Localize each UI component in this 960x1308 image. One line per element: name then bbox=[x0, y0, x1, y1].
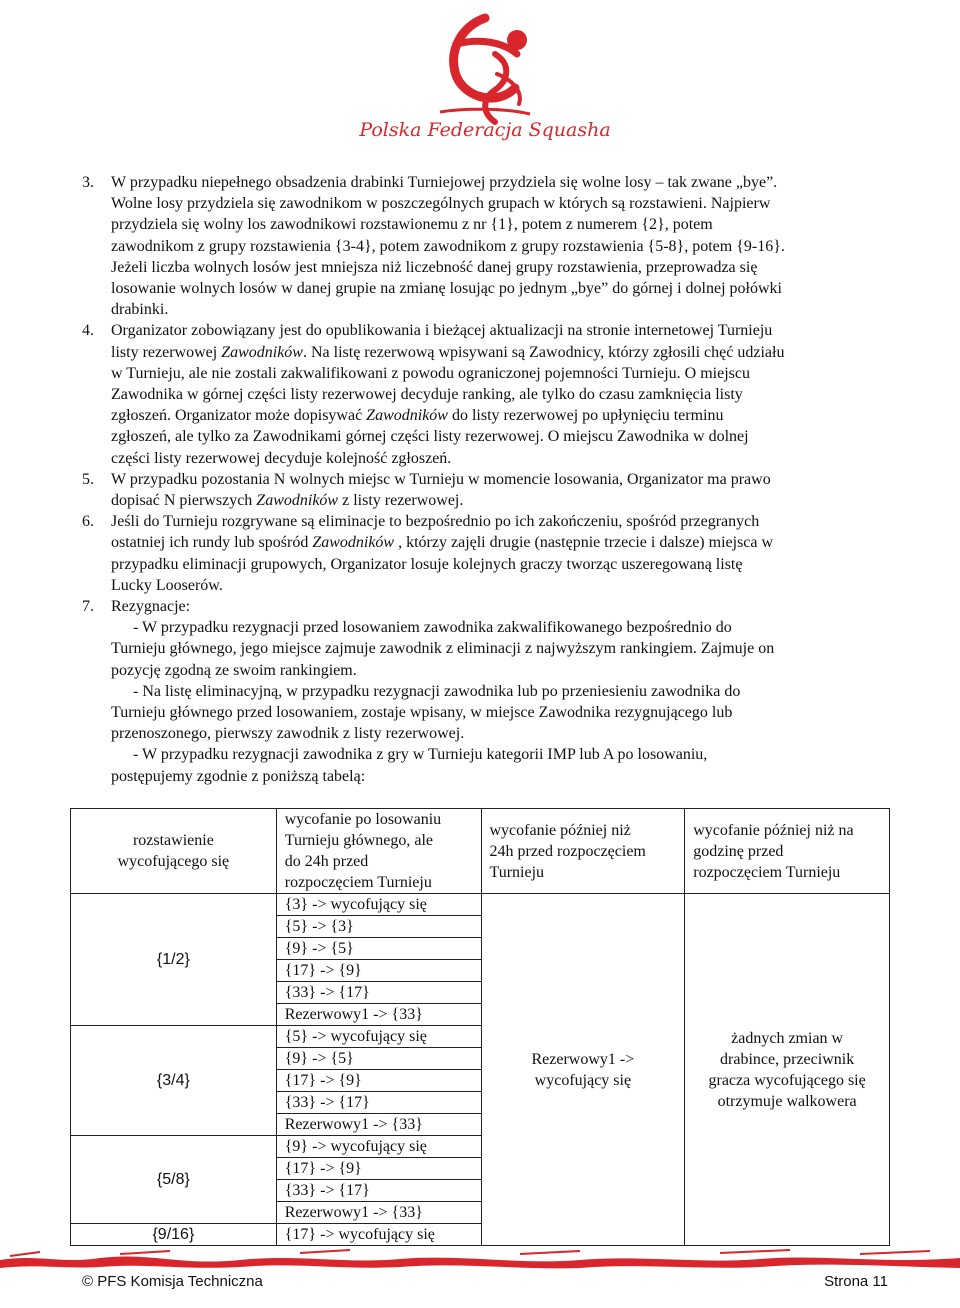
table-cell: {33} -> {17} bbox=[276, 1180, 481, 1202]
table-cell: Rezerwowy1 -> {33} bbox=[276, 1004, 481, 1026]
text-run: . Na listę rezerwową wpisywani są Zawodnicy, którzy zgłosili chęć udziału bbox=[302, 343, 785, 361]
text-line: drabinki. bbox=[111, 301, 169, 319]
cell-line: gracza wycofującego się bbox=[708, 1071, 866, 1089]
text-line: W przypadku niepełnego obsadzenia drabinki Turniejowej przydziela się wolne losy – tak zwane „bye”. bbox=[111, 174, 778, 191]
seed-cell: {1/2} bbox=[71, 894, 277, 1026]
cell-line: Rezerwowy1 -> bbox=[531, 1050, 635, 1068]
squash-player-logo-icon bbox=[345, 4, 625, 144]
table-cell: {17} -> {9} bbox=[276, 1158, 481, 1180]
header-line: do 24h przed bbox=[284, 853, 369, 870]
paragraph-3 bbox=[82, 172, 888, 320]
item-number: 6. bbox=[82, 513, 94, 531]
later-24h-cell bbox=[481, 894, 685, 1246]
withdrawal-table bbox=[70, 808, 890, 1246]
table-cell: {33} -> {17} bbox=[276, 982, 481, 1004]
text-line: Organizator zobowiązany jest do opublikowania i bieżącej aktualizacji na stronie internetowej Turnieju bbox=[111, 322, 773, 340]
text-line bbox=[111, 490, 888, 511]
item-number: 3. bbox=[82, 174, 94, 191]
text-run: do listy rezerwowej po upłynięciu terminu bbox=[447, 407, 724, 425]
table-cell: {9} -> wycofujący się bbox=[276, 1136, 481, 1158]
emphasis: Zawodników bbox=[256, 492, 339, 510]
paragraph-6 bbox=[82, 511, 888, 596]
text-line: przypadku eliminacji grupowych, Organizator losuje kolejnych graczy tworząc uszeregowaną listę bbox=[111, 555, 743, 573]
page-footer bbox=[82, 1273, 888, 1293]
paragraph-5 bbox=[82, 469, 888, 511]
text-line: Turnieju głównego przed losowaniem, zostaje wpisany, w miejsce Zawodnika rezygnującego lub bbox=[111, 704, 733, 722]
text-run: , którzy zajęli drugie (następnie trzecie i dalsze) miejsca w bbox=[394, 534, 774, 552]
emphasis: Zawodników bbox=[312, 534, 395, 552]
section-title: Rezygnacje: bbox=[111, 598, 191, 616]
table-header-row bbox=[71, 809, 890, 894]
text-line bbox=[111, 342, 888, 363]
table-cell: {17} -> wycofujący się bbox=[276, 1224, 481, 1246]
seed-cell: {9/16} bbox=[71, 1224, 277, 1246]
text-line: zgłoszeń, ale tylko za Zawodnikami górnej części listy rezerwowej. O miejscu Zawodnika w dolnej bbox=[111, 428, 749, 446]
text-line: W przypadku pozostania N wolnych miejsc w Turnieju w momencie losowania, Organizator ma prawo bbox=[111, 470, 771, 488]
text-run: dopisać N pierwszych bbox=[111, 492, 257, 510]
logo-brand-text: Polska Federacja Squasha bbox=[359, 119, 611, 141]
header-line: wycofanie po losowaniu bbox=[284, 811, 442, 828]
header-line: wycofującego się bbox=[117, 853, 230, 870]
table-cell: {9} -> {5} bbox=[276, 938, 481, 960]
paragraph-7 bbox=[82, 596, 888, 787]
header-line: rozstawienie bbox=[132, 832, 214, 849]
text-line: w Turnieju, ale nie zostali zakwalifikowani z powodu ograniczonej pojemności Turnieju. O miejscu bbox=[111, 364, 750, 382]
paragraph-4 bbox=[82, 320, 888, 468]
cell-line: żadnych zmian w bbox=[731, 1029, 844, 1047]
text-line: Jeśli do Turnieju rozgrywane są eliminacje to bezpośrednio po ich zakończeniu, spośród przegranych bbox=[111, 513, 760, 531]
text-line bbox=[111, 405, 888, 426]
text-line: - W przypadku rezygnacji zawodnika z gry w Turnieju kategorii IMP lub A po losowaniu, bbox=[133, 746, 708, 764]
text-line: Jeżeli liczba wolnych losów jest mniejsza niż liczebność danej grupy rozstawienia, przeprowadza się bbox=[111, 258, 758, 276]
header-line: 24h przed rozpoczęciem bbox=[489, 842, 646, 860]
later-1h-cell bbox=[685, 894, 890, 1246]
header-line: wycofanie później niż bbox=[489, 821, 631, 839]
emphasis: Zawodników bbox=[366, 407, 448, 425]
brush-stroke-icon bbox=[0, 1248, 960, 1270]
table-cell: {9} -> {5} bbox=[276, 1048, 481, 1070]
text-line bbox=[111, 532, 888, 553]
text-run: zgłoszeń. Organizator może dopisywać bbox=[111, 407, 367, 425]
table-cell: Rezerwowy1 -> {33} bbox=[276, 1114, 481, 1136]
item-number: 5. bbox=[82, 470, 94, 488]
header-later-1h bbox=[685, 809, 890, 894]
text-line: Wolne losy przydziela się zawodnikom w poszczególnych grupach w których są rozstawieni. Najpierw bbox=[111, 195, 771, 213]
text-line: Zawodnika w górnej części listy rezerwowej decyduje ranking, ale tylko do czasu zamknięcia listy bbox=[111, 386, 743, 404]
text-line: losowanie wolnych losów w danej grupie na zmianę losując po jednym „bye” do górnej i dolnej połówki bbox=[111, 280, 782, 298]
table-cell: {17} -> {9} bbox=[276, 960, 481, 982]
text-line: - W przypadku rezygnacji przed losowaniem zawodnika zakwalifikowanego bezpośrednio do bbox=[133, 619, 732, 637]
text-run: z listy rezerwowej. bbox=[338, 492, 464, 510]
text-line: - Na listę eliminacyjną, w przypadku rezygnacji zawodnika lub po przeniesieniu zawodnika do bbox=[133, 682, 741, 700]
text-line: Turnieju głównego, jego miejsce zajmuje zawodnik z eliminacji z najwyższym rankingiem. Zajmuje on bbox=[111, 640, 775, 658]
footer-decoration bbox=[0, 1248, 960, 1270]
table-cell: {5} -> wycofujący się bbox=[276, 1026, 481, 1048]
item-number: 4. bbox=[82, 322, 94, 340]
item-number: 7. bbox=[82, 598, 94, 616]
text-run: ostatniej ich rundy lub spośród bbox=[111, 534, 313, 552]
header-line: rozpoczęciem Turnieju bbox=[284, 874, 432, 891]
table-cell: Rezerwowy1 -> {33} bbox=[276, 1202, 481, 1224]
text-line: zawodnikom z grupy rozstawienia {3-4}, potem zawodnikom z grupy rozstawienia {5-8}, potem {9-16}. bbox=[111, 237, 785, 255]
table-row bbox=[71, 894, 890, 916]
table-cell: {5} -> {3} bbox=[276, 916, 481, 938]
text-line: pozycję zgodną ze swoim rankingiem. bbox=[111, 661, 357, 679]
cell-line: wycofujący się bbox=[534, 1071, 632, 1089]
seed-cell: {5/8} bbox=[71, 1136, 277, 1224]
text-line: przydziela się wolny los zawodnikowi rozstawionemu z nr {1}, potem z numerem {2}, potem bbox=[111, 216, 713, 234]
header-line: godzinę przed bbox=[693, 842, 784, 860]
header-line: wycofanie później niż na bbox=[693, 821, 854, 839]
footer-copyright: © PFS Komisja Techniczna bbox=[82, 1273, 263, 1290]
table-cell: {17} -> {9} bbox=[276, 1070, 481, 1092]
table-cell: {3} -> wycofujący się bbox=[276, 894, 481, 916]
text-line: Lucky Looserów. bbox=[111, 576, 223, 594]
text-run: listy rezerwowej bbox=[111, 343, 222, 361]
document-body bbox=[82, 172, 888, 787]
header-after-draw bbox=[276, 809, 481, 894]
header-line: Turnieju bbox=[489, 863, 545, 881]
cell-line: otrzymuje walkowera bbox=[717, 1092, 857, 1110]
text-line: postępujemy zgodnie z poniższą tabelą: bbox=[111, 767, 366, 785]
cell-line: drabince, przeciwnik bbox=[720, 1050, 855, 1068]
emphasis: Zawodników bbox=[221, 343, 303, 361]
header-line: rozpoczęciem Turnieju bbox=[693, 863, 841, 881]
text-line: części listy rezerwowej decyduje kolejność zgłoszeń. bbox=[111, 449, 452, 467]
header-later-24h bbox=[481, 809, 685, 894]
header-line: Turnieju głównego, ale bbox=[284, 832, 434, 849]
text-line: przenoszonego, pierwszy zawodnik z listy rezerwowej. bbox=[111, 725, 465, 743]
header-seed bbox=[71, 809, 277, 894]
page-number: Strona 11 bbox=[824, 1273, 888, 1290]
pfs-logo bbox=[345, 4, 625, 144]
seed-cell: {3/4} bbox=[71, 1026, 277, 1136]
table-cell: {33} -> {17} bbox=[276, 1092, 481, 1114]
